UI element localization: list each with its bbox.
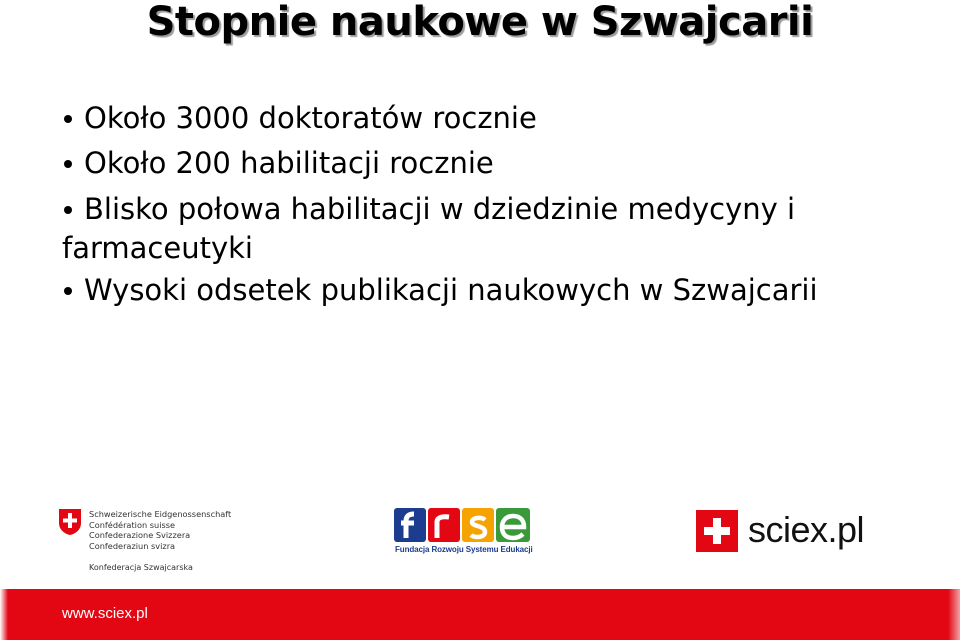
- bullet-item: Około 3000 doktoratów rocznie: [62, 100, 922, 137]
- confederation-line: Confederazione Svizzera: [89, 530, 191, 540]
- frse-logo: [392, 508, 534, 558]
- frse-letters-icon: [394, 508, 532, 542]
- swiss-cross-icon: [696, 510, 738, 552]
- bullet-item: Około 200 habilitacji rocznie: [62, 145, 922, 182]
- sciex-logo-text: sciex.pl: [748, 509, 865, 550]
- sciex-logo: [696, 508, 876, 554]
- swiss-confederation-logo: [58, 508, 238, 578]
- confederation-name-lines: [89, 509, 231, 551]
- confederation-line: Confederaziun svizra: [89, 540, 176, 551]
- slide-title: Stopnie naukowe w Szwajcarii: [146, 0, 814, 45]
- bullet-item: Blisko połowa habilitacji w dziedzinie medycyny i farmaceutyki: [62, 190, 922, 268]
- confederation-polish-name: Konfederacja Szwajcarska: [89, 563, 193, 572]
- footer-url-link[interactable]: www.sciex.pl: [62, 605, 148, 622]
- bullet-list: [62, 100, 922, 317]
- confederation-line: Confédération suisse: [89, 519, 176, 530]
- frse-caption: Fundacja Rozwoju Systemu Edukacji: [395, 545, 533, 554]
- swiss-cross-shield-icon: [58, 508, 82, 536]
- bullet-item: Wysoki odsetek publikacji naukowych w Szwajcarii: [62, 272, 922, 309]
- confederation-line: Schweizerische Eidgenossenschaft: [89, 509, 232, 519]
- footer-bar: [0, 589, 960, 640]
